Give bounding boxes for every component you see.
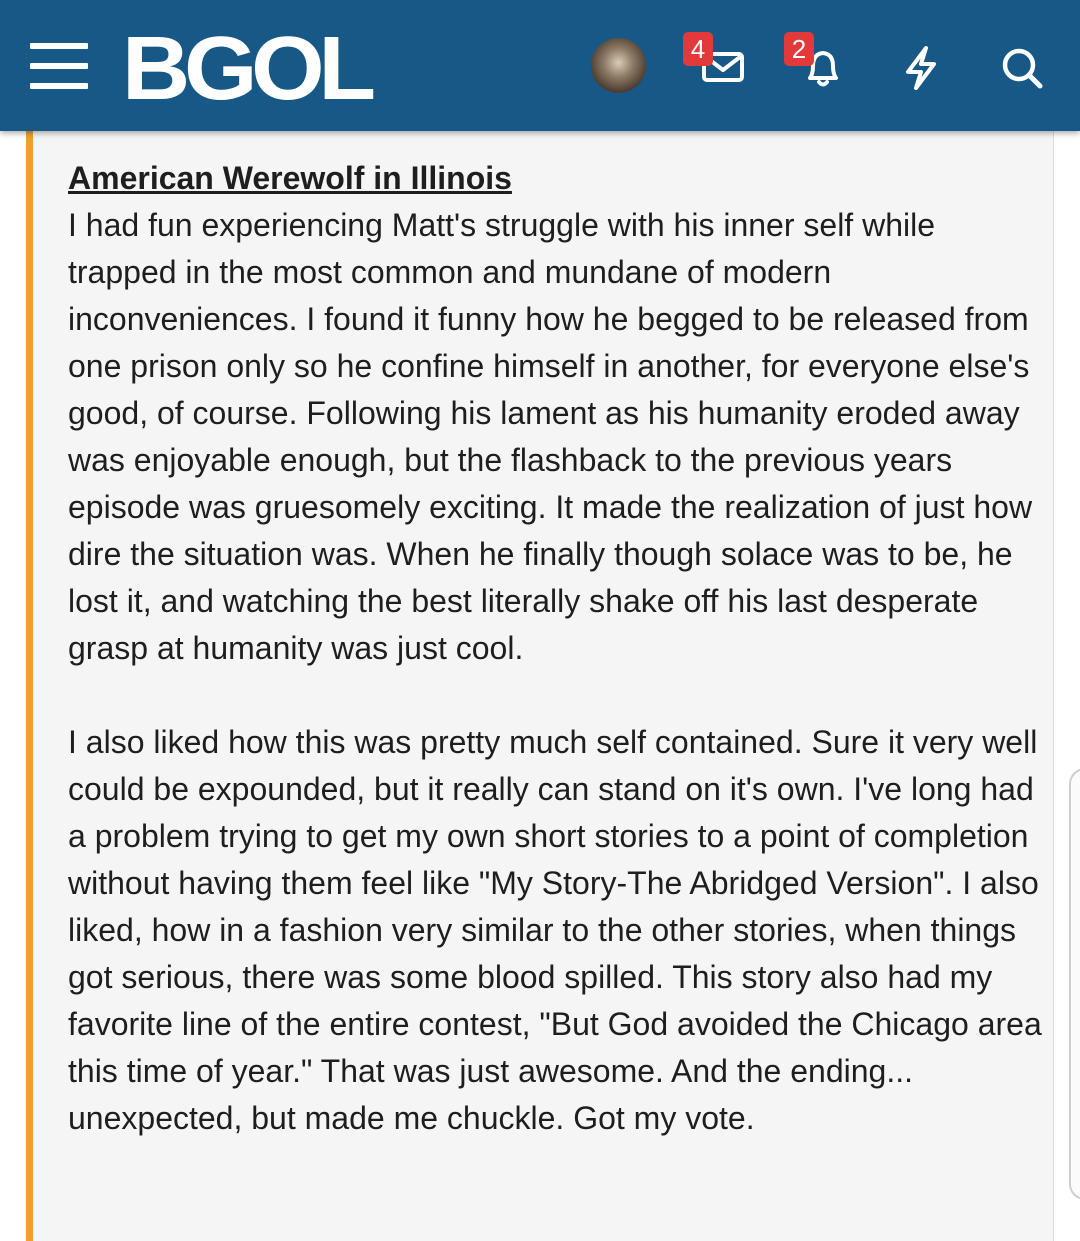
post-content: [26, 131, 1054, 1241]
post-body: [68, 155, 1043, 1142]
review-paragraph-2: I also liked how this was pretty much self contained. Sure it very well could be expounded, but it really can stand on it's own. I've long had a problem trying to get my own short stories to a point of completion without having them feel like "My Story-The Abridged Version". I also liked, how in a fashion very similar to the other stories, when things got serious, there was some blood spilled. This story also had my favorite line of the entire contest, "But God avoided the Chicago area this time of year." That was just awesome. And the ending... unexpected, but made me chuckle. Got my vote.: [68, 724, 1042, 1136]
site-logo[interactable]: BGOL: [122, 19, 370, 119]
whats-new-button[interactable]: [893, 40, 949, 96]
hamburger-menu-icon[interactable]: [30, 41, 88, 91]
review-paragraph-1: I had fun experiencing Matt's struggle with his inner self while trapped in the most common and mundane of modern inconveniences. I found it funny how he begged to be released from one prison only so he confine himself in another, for everyone else's good, of course. Following his lament as his humanity eroded away was enjoyable enough, but the flashback to the previous years episode was gruesomely exciting. It made the realization of just how dire the situation was. When he finally though solace was to be, he lost it, and watching the best literally shake off his last desperate grasp at humanity was just cool.: [68, 207, 1033, 666]
alerts-badge: 2: [784, 32, 814, 66]
app-header: [0, 0, 1080, 131]
messages-badge: 4: [683, 32, 713, 66]
alerts-button[interactable]: [791, 34, 852, 96]
messages-button[interactable]: [690, 34, 752, 96]
search-button[interactable]: [995, 40, 1051, 96]
paragraph-spacer: [68, 672, 1043, 719]
side-panel-edge[interactable]: [1069, 768, 1080, 1200]
user-avatar[interactable]: [591, 38, 646, 93]
lightning-bolt-icon: [893, 40, 949, 96]
search-icon: [995, 40, 1051, 96]
story-title: American Werewolf in Illinois: [68, 160, 512, 196]
